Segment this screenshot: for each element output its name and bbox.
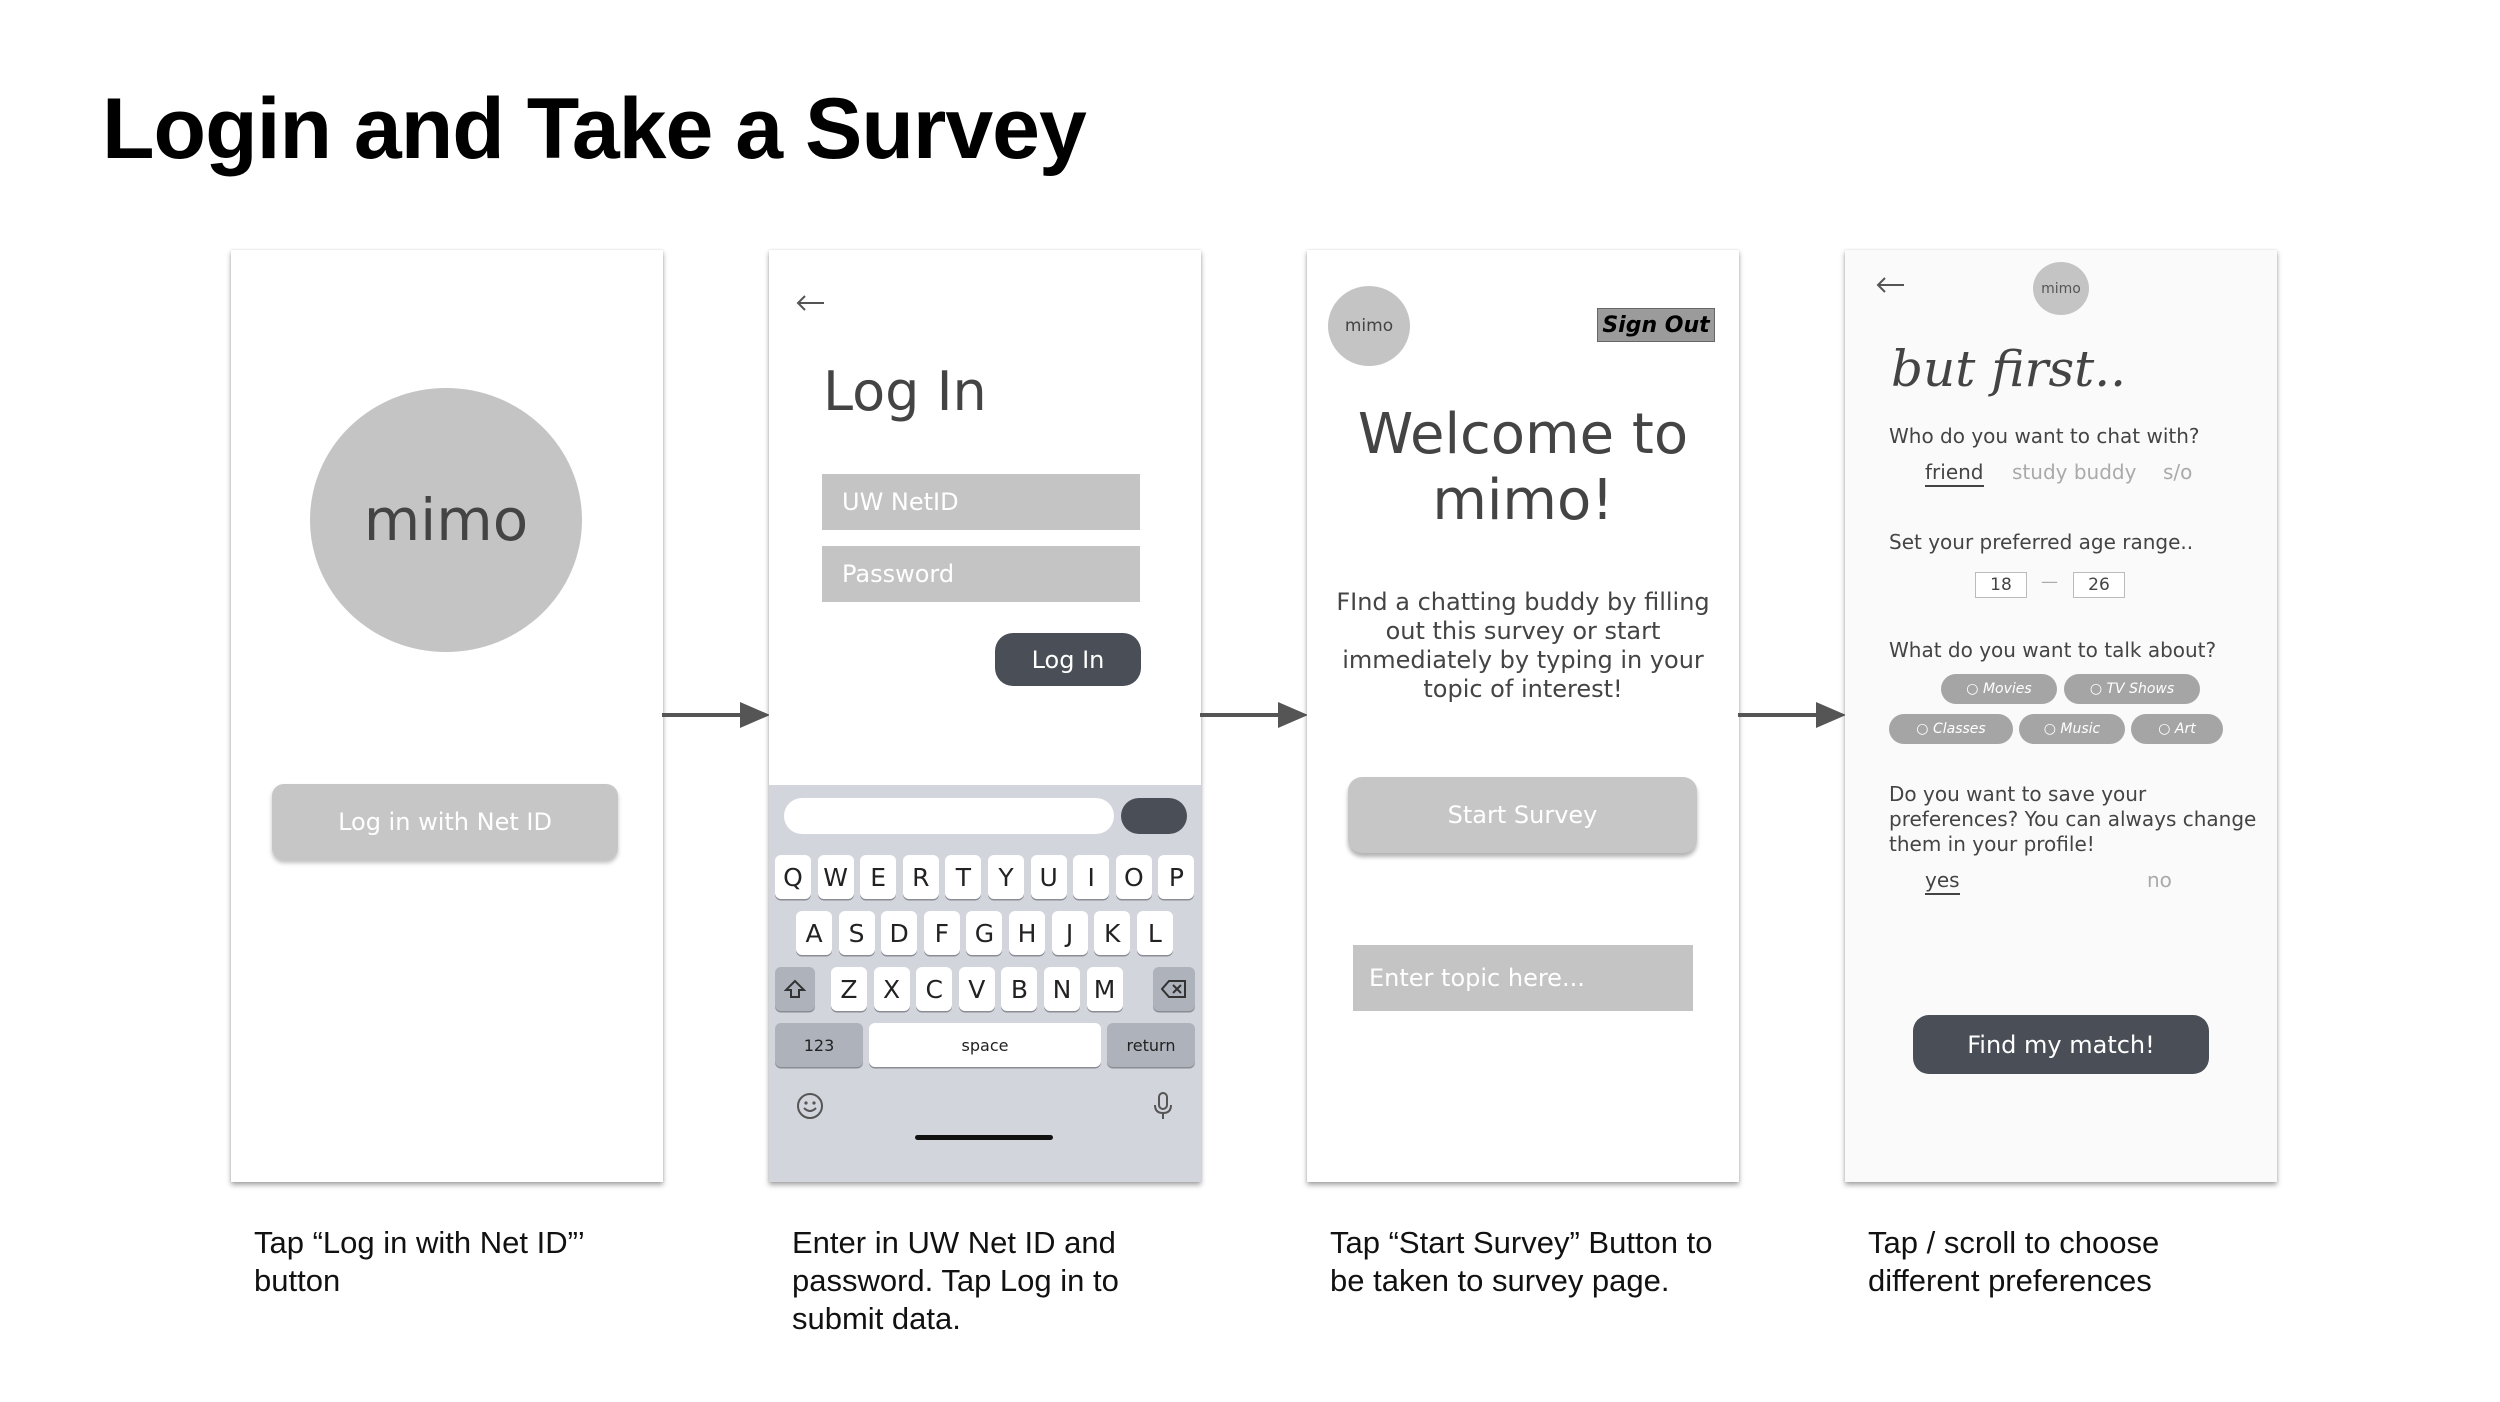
microphone-icon[interactable] — [1151, 1091, 1175, 1121]
topic-chip-classes[interactable]: ○ Classes — [1889, 714, 2013, 744]
key-x[interactable]: X — [874, 967, 910, 1011]
login-with-netid-button[interactable]: Log in with Net ID — [272, 784, 618, 860]
key-v[interactable]: V — [959, 967, 995, 1011]
key-c[interactable]: C — [916, 967, 952, 1011]
key-f[interactable]: F — [924, 911, 960, 955]
screen-home — [1307, 250, 1739, 1182]
keyboard-suggestion-bar[interactable] — [784, 798, 1114, 834]
key-j[interactable]: J — [1052, 911, 1088, 955]
arrow-left-icon[interactable] — [795, 294, 825, 312]
key-s[interactable]: S — [839, 911, 875, 955]
screen-welcome — [231, 250, 663, 1182]
arrow-left-icon[interactable] — [1875, 276, 1905, 294]
topic-chip-label: Music — [2060, 721, 2101, 737]
backspace-key[interactable] — [1153, 967, 1195, 1011]
option-study-buddy[interactable]: study buddy — [2012, 460, 2137, 484]
question-save-preferences: Do you want to save your preferences? You can always change them in your profile! — [1889, 782, 2257, 856]
key-n[interactable]: N — [1044, 967, 1080, 1011]
age-range-separator: — — [2041, 572, 2058, 592]
key-q[interactable]: Q — [775, 855, 811, 899]
key-z[interactable]: Z — [831, 967, 867, 1011]
topic-input[interactable]: Enter topic here... — [1353, 945, 1693, 1011]
age-min-input[interactable]: 18 — [1975, 572, 2027, 598]
option-no[interactable]: no — [2147, 868, 2172, 892]
screen-survey — [1845, 250, 2277, 1182]
topic-chip-movies[interactable]: ○ Movies — [1941, 674, 2057, 704]
mimo-logo: mimo — [2033, 262, 2089, 315]
topic-chip-tv-shows[interactable]: ○ TV Shows — [2064, 674, 2200, 704]
shift-key[interactable] — [775, 967, 815, 1011]
topic-chip-label: Art — [2174, 721, 2196, 737]
age-max-input[interactable]: 26 — [2073, 572, 2125, 598]
password-field[interactable]: Password — [822, 546, 1140, 602]
question-age-range: Set your preferred age range.. — [1889, 530, 2194, 554]
welcome-heading — [1307, 402, 1739, 534]
option-yes[interactable]: yes — [1925, 868, 1960, 895]
topic-chip-label: Movies — [1982, 681, 2032, 697]
numbers-key[interactable]: 123 — [775, 1023, 863, 1067]
topic-chip-label: Classes — [1932, 721, 1986, 737]
key-b[interactable]: B — [1001, 967, 1037, 1011]
key-u[interactable]: U — [1031, 855, 1067, 899]
key-l[interactable]: L — [1137, 911, 1173, 955]
question-topics: What do you want to talk about? — [1889, 638, 2217, 662]
return-key[interactable]: return — [1107, 1023, 1195, 1067]
topic-chip-music[interactable]: ○ Music — [2019, 714, 2125, 744]
backspace-icon — [1161, 980, 1187, 998]
key-h[interactable]: H — [1009, 911, 1045, 955]
intro-text: FInd a chatting buddy by filling out this survey or start immediately by typing in your topic of interest! — [1336, 588, 1710, 703]
login-button[interactable]: Log In — [995, 633, 1141, 686]
caption-step-4: Tap / scroll to choose different preferences — [1868, 1225, 2160, 1298]
mimo-logo: mimo — [310, 388, 582, 652]
welcome-line-2: mimo! — [1432, 468, 1614, 533]
keyboard — [769, 785, 1201, 1182]
question-chat-with: Who do you want to chat with? — [1889, 424, 2200, 448]
survey-heading: but first.. — [1891, 340, 2126, 398]
keyboard-suggestion-button[interactable] — [1121, 798, 1187, 834]
key-o[interactable]: O — [1116, 855, 1152, 899]
key-w[interactable]: W — [818, 855, 854, 899]
topic-chip-label: TV Shows — [2106, 681, 2175, 697]
option-so[interactable]: s/o — [2163, 460, 2193, 484]
flow-arrow-icon — [662, 700, 772, 730]
welcome-line-1: Welcome to — [1357, 402, 1689, 467]
find-match-button[interactable]: Find my match! — [1913, 1015, 2209, 1074]
mimo-logo: mimo — [1328, 286, 1410, 366]
caption-step-2: Enter in UW Net ID and password. Tap Log in to submit data. — [792, 1225, 1119, 1336]
key-y[interactable]: Y — [988, 855, 1024, 899]
home-indicator — [915, 1135, 1053, 1140]
key-d[interactable]: D — [881, 911, 917, 955]
key-t[interactable]: T — [945, 855, 981, 899]
key-m[interactable]: M — [1087, 967, 1123, 1011]
netid-field[interactable]: UW NetID — [822, 474, 1140, 530]
key-p[interactable]: P — [1158, 855, 1194, 899]
key-g[interactable]: G — [966, 911, 1002, 955]
start-survey-button[interactable]: Start Survey — [1348, 777, 1697, 853]
space-key[interactable]: space — [869, 1023, 1101, 1067]
login-heading: Log In — [823, 360, 987, 423]
flow-arrow-icon — [1200, 700, 1310, 730]
flow-arrow-icon — [1738, 700, 1848, 730]
key-e[interactable]: E — [860, 855, 896, 899]
key-k[interactable]: K — [1094, 911, 1130, 955]
caption-step-3: Tap “Start Survey” Button to be taken to survey page. — [1330, 1225, 1713, 1298]
key-r[interactable]: R — [903, 855, 939, 899]
page-title: Login and Take a Survey — [102, 81, 1086, 177]
screen-login — [769, 250, 1201, 1182]
option-friend[interactable]: friend — [1925, 460, 1984, 487]
key-a[interactable]: A — [796, 911, 832, 955]
topic-chip-art[interactable]: ○ Art — [2131, 714, 2223, 744]
shift-icon — [784, 979, 806, 999]
sign-out-button[interactable]: Sign Out — [1597, 308, 1715, 342]
emoji-icon[interactable] — [795, 1091, 825, 1121]
caption-step-1: Tap “Log in with Net ID”’ button — [254, 1225, 584, 1298]
key-i[interactable]: I — [1073, 855, 1109, 899]
